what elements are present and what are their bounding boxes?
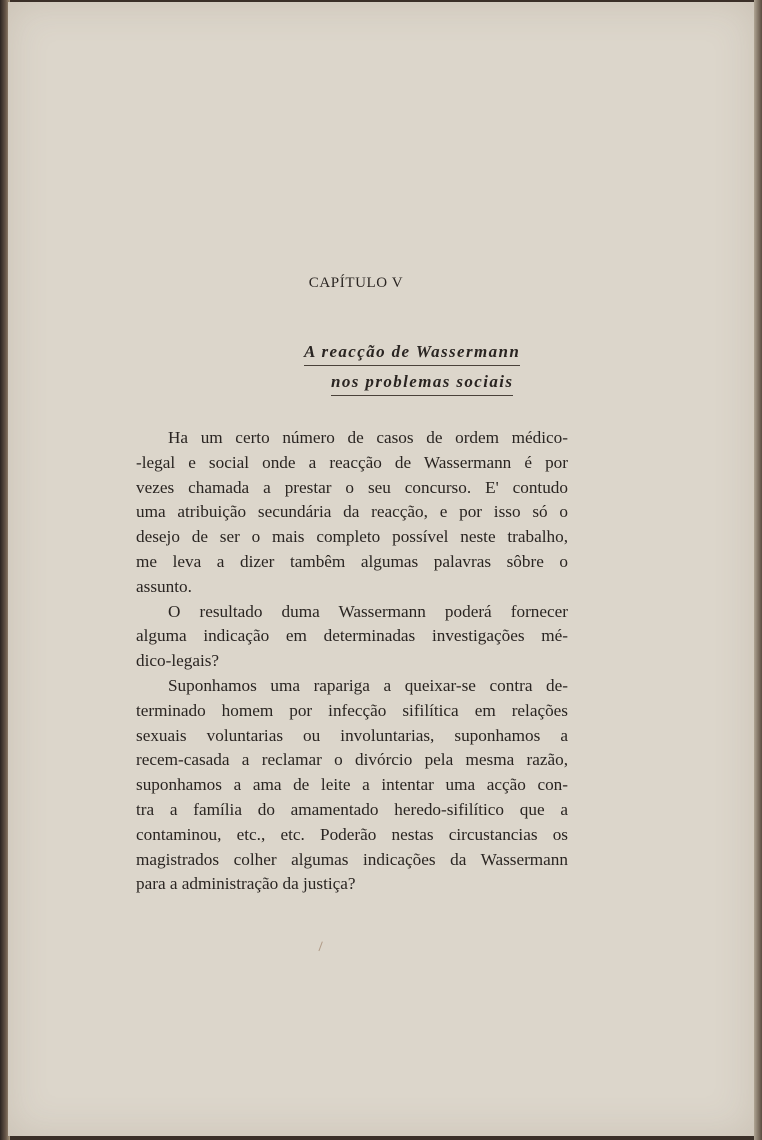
text-line: O resultado duma Wassermann poderá fornecer	[168, 601, 568, 621]
chapter-title-line-1: A reacção de Wassermann	[304, 342, 520, 366]
paragraph-1	[136, 426, 568, 600]
text-line: me leva a dizer tambêm algumas palavras sôbre o	[136, 551, 568, 571]
text-line: recem-casada a reclamar o divórcio pela mesma razão,	[136, 750, 568, 770]
text-line: Ha um certo número de casos de ordem médico-	[168, 428, 568, 447]
text-line: uma atribuição secundária da reacção, e por isso só o	[136, 502, 568, 522]
text-line: para a administração da justiça?	[136, 874, 356, 894]
text-line: vezes chamada a prestar o seu concurso. E' contudo	[136, 477, 568, 497]
text-line: suponhamos a ama de leite a intentar uma acção con-	[136, 775, 568, 795]
text-line: sexuais voluntarias ou involuntarias, suponhamos a	[136, 725, 568, 745]
text-line: contaminou, etc., etc. Poderão nestas circustancias os	[136, 824, 568, 844]
text-line: terminado homem por infecção sifilítica em relações	[136, 700, 568, 720]
pencil-mark	[318, 941, 326, 952]
text-line: alguma indicação em determinadas investigações mé-	[136, 626, 568, 646]
paragraph-3	[136, 674, 568, 897]
text-line: tra a família do amamentado heredo-sifilítico que a	[136, 799, 568, 819]
text-line: -legal e social onde a reacção de Wassermann é por	[136, 452, 568, 472]
text-line: dico-legais?	[136, 651, 220, 671]
chapter-title-line-2: nos problemas sociais	[331, 372, 513, 396]
page-edge	[754, 0, 762, 1140]
book-page	[8, 2, 754, 1136]
text-line: Suponhamos uma rapariga a queixar-se contra de-	[168, 675, 568, 695]
text-line: magistrados colher algumas indicações da Wassermann	[136, 849, 568, 869]
paragraph-2	[136, 600, 568, 674]
body-text	[136, 426, 568, 897]
text-line: assunto.	[136, 576, 192, 596]
text-line: desejo de ser o mais completo possível neste trabalho,	[136, 527, 568, 547]
chapter-heading: CAPÍTULO V	[308, 275, 404, 291]
